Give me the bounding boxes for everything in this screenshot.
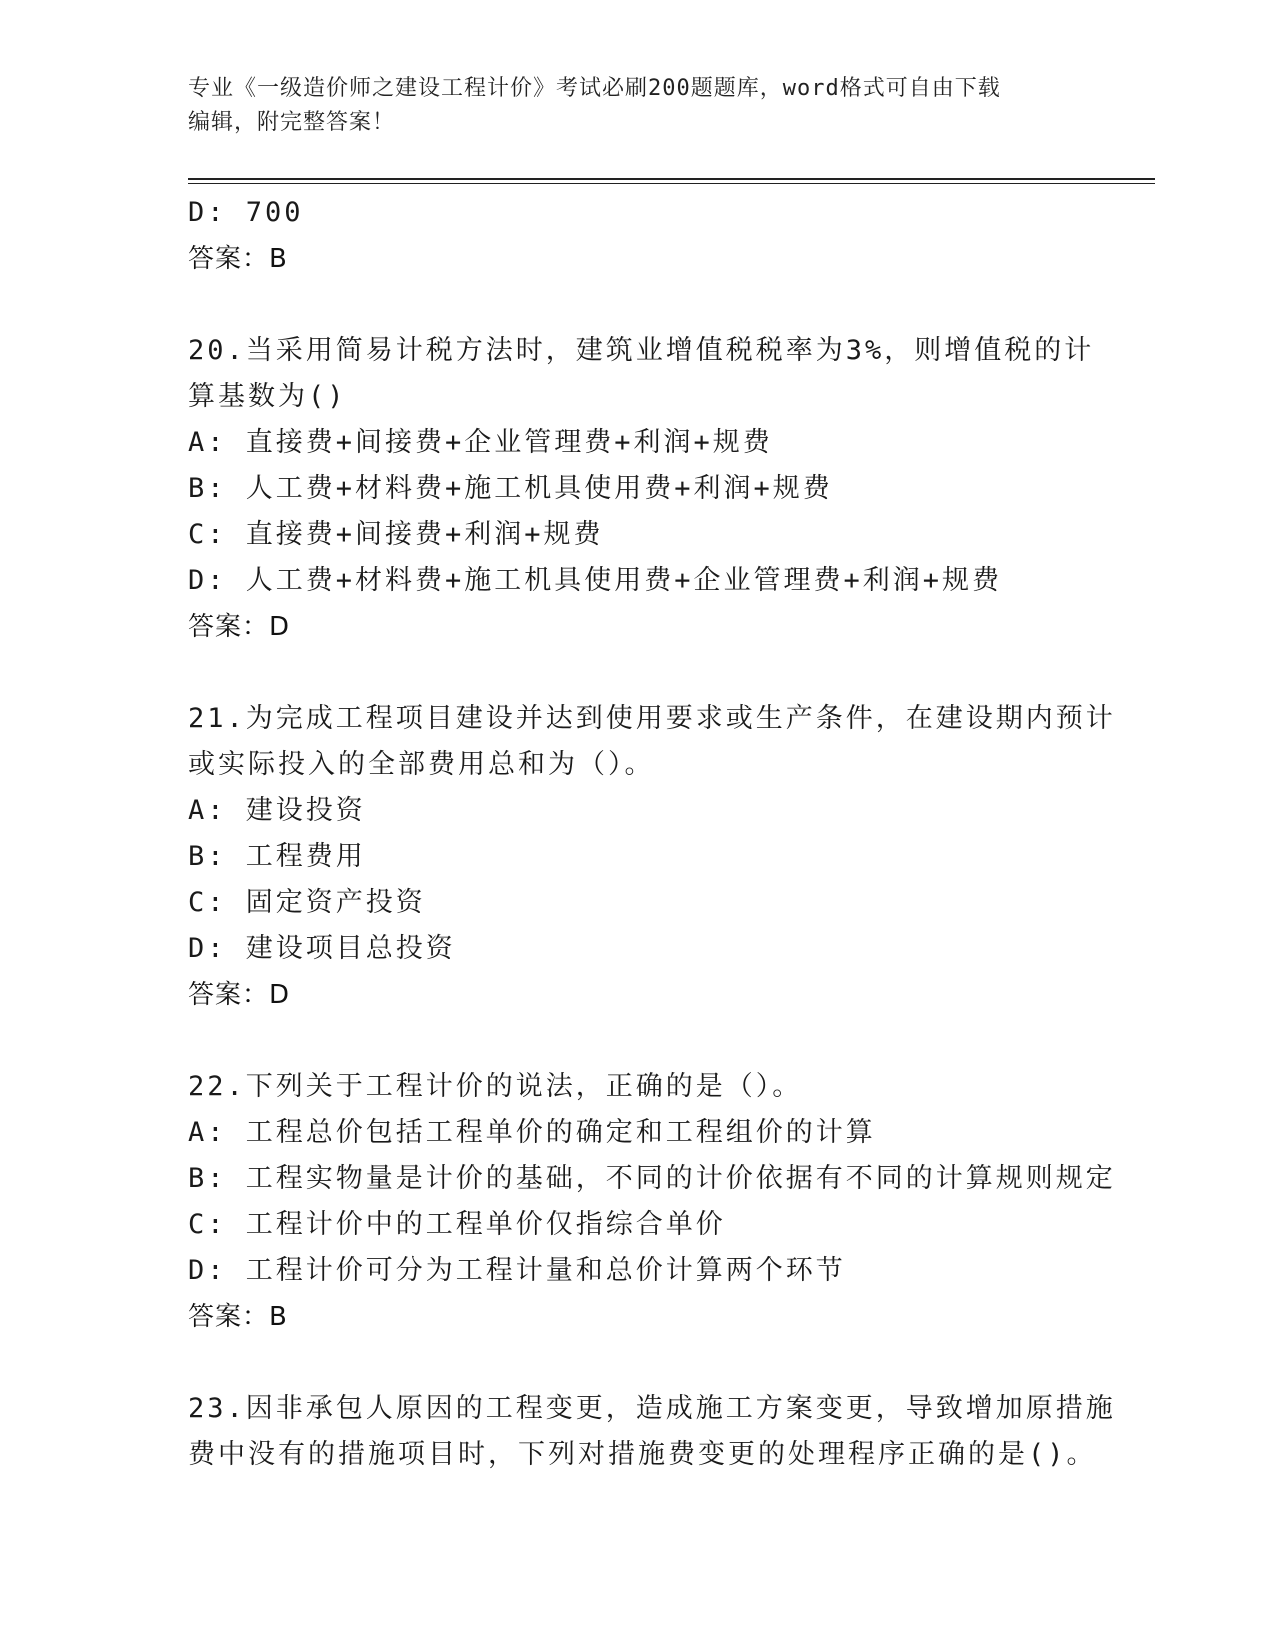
option-c: C: 固定资产投资 bbox=[188, 887, 426, 918]
option-c: C: 直接费+间接费+利润+规费 bbox=[188, 519, 604, 550]
option-d: D: 工程计价可分为工程计量和总价计算两个环节 bbox=[188, 1255, 846, 1286]
header-divider-thick bbox=[188, 178, 1155, 180]
option-a: A: 直接费+间接费+企业管理费+利润+规费 bbox=[188, 427, 773, 458]
header-title-line-1: 专业《一级造价师之建设工程计价》考试必刷200题题库，word格式可自由下载 bbox=[188, 76, 1001, 101]
option-a: A: 工程总价包括工程单价的确定和工程组价的计算 bbox=[188, 1117, 876, 1148]
answer-line: 答案：D bbox=[188, 612, 291, 642]
question-stem-line-2: 或实际投入的全部费用总和为（）。 bbox=[188, 749, 655, 780]
option-d: D: 人工费+材料费+施工机具使用费+企业管理费+利润+规费 bbox=[188, 565, 1003, 596]
question-stem-line-1: 20.当采用简易计税方法时，建筑业增值税税率为3%，则增值税的计 bbox=[188, 335, 1095, 366]
answer-line: 答案：B bbox=[188, 244, 288, 274]
question-21 bbox=[188, 696, 1116, 1018]
option-b: B: 工程费用 bbox=[188, 841, 366, 872]
option-b: B: 工程实物量是计价的基础，不同的计价依据有不同的计算规则规定 bbox=[188, 1163, 1116, 1194]
question-stem-line-2: 费中没有的措施项目时，下列对措施费变更的处理程序正确的是()。 bbox=[188, 1439, 1097, 1470]
option-d: D: 700 bbox=[188, 197, 304, 228]
spacer bbox=[188, 650, 1088, 696]
option-d: D: 建设项目总投资 bbox=[188, 933, 456, 964]
question-stem-line-1: 21.为完成工程项目建设并达到使用要求或生产条件，在建设期内预计 bbox=[188, 703, 1116, 734]
option-c: C: 工程计价中的工程单价仅指综合单价 bbox=[188, 1209, 726, 1240]
question-23 bbox=[188, 1386, 1116, 1478]
question-stem-line-1: 23.因非承包人原因的工程变更，造成施工方案变更，导致增加原措施 bbox=[188, 1393, 1116, 1424]
option-b: B: 人工费+材料费+施工机具使用费+利润+规费 bbox=[188, 473, 833, 504]
spacer bbox=[188, 1018, 1088, 1064]
spacer bbox=[188, 282, 1088, 328]
option-a: A: 建设投资 bbox=[188, 795, 366, 826]
question-19-tail bbox=[188, 190, 1088, 282]
question-list bbox=[188, 190, 1116, 1478]
header-title-line-2: 编辑，附完整答案！ bbox=[188, 110, 396, 135]
question-22 bbox=[188, 1064, 1116, 1340]
header-divider-thin bbox=[188, 183, 1155, 184]
spacer bbox=[188, 1340, 1088, 1386]
question-stem-line-2: 算基数为() bbox=[188, 381, 347, 412]
question-20 bbox=[188, 328, 1095, 650]
answer-line: 答案：B bbox=[188, 1302, 288, 1332]
question-stem-line-1: 22.下列关于工程计价的说法，正确的是（）。 bbox=[188, 1071, 803, 1102]
page-header bbox=[188, 72, 1088, 140]
answer-line: 答案：D bbox=[188, 980, 291, 1010]
